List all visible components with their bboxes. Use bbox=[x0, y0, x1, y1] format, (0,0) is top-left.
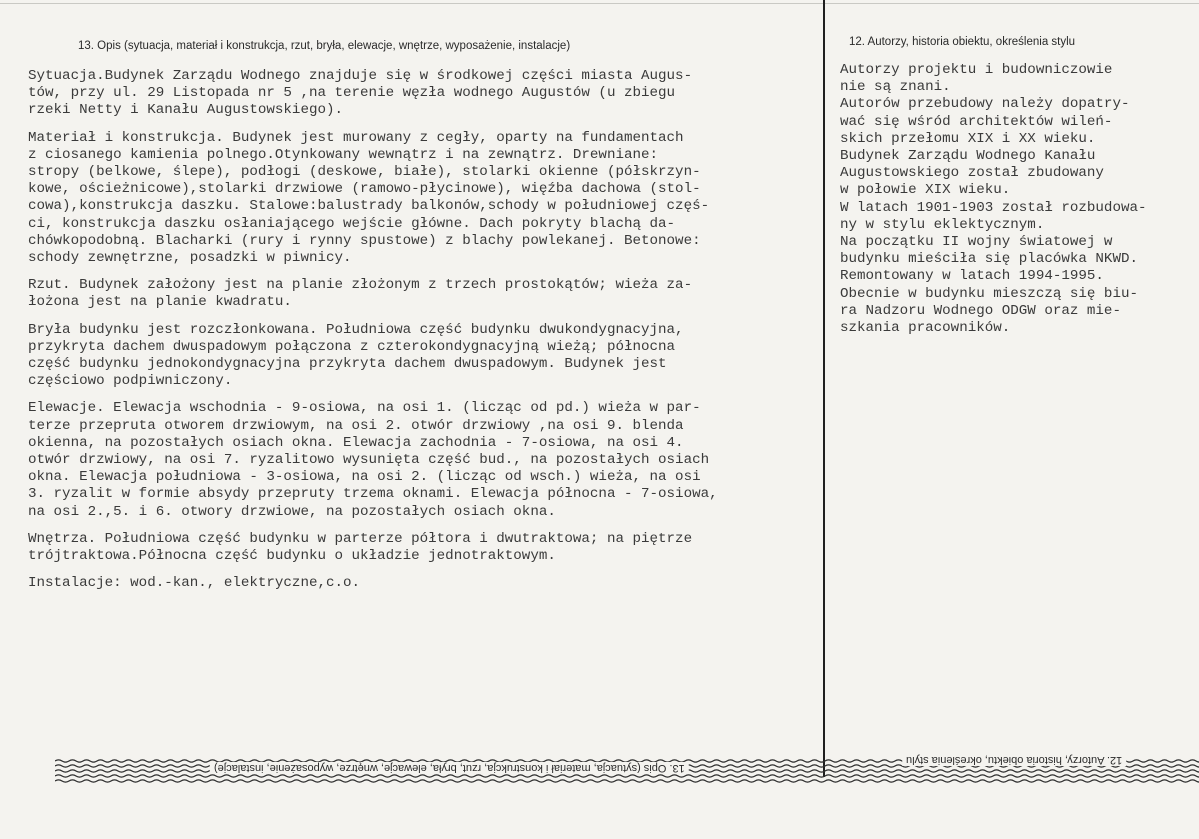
text-line: chówkopodobną. Blacharki (rury i rynny spustowe) z blachy powlekanej. Betonowe: bbox=[28, 232, 701, 249]
text-line: schody zewnętrzne, posadzki w piwnicy. bbox=[28, 250, 352, 267]
text-line: Autorów przebudowy należy dopatry- bbox=[840, 96, 1130, 113]
text-line: łożona jest na planie kwadratu. bbox=[28, 294, 292, 311]
paragraph-bryła bbox=[28, 322, 838, 391]
text-line: Obecnie w budynku mieszczą się biu- bbox=[840, 285, 1138, 302]
text-line: część budynku jednokondygnacyjna przykryta dachem dwuspadowym. Budynek jest bbox=[28, 356, 667, 373]
text-line: częściowo podpiwniczony. bbox=[28, 373, 233, 390]
text-line: Sytuacja.Budynek Zarządu Wodnego znajduje się w środkowej części miasta Augus- bbox=[28, 68, 693, 84]
text-line: rzeki Netty i Kanału Augustowskiego). bbox=[28, 102, 344, 119]
text-line: W latach 1901-1903 został rozbudowa- bbox=[840, 199, 1147, 216]
text-line: stropy (belkowe, ślepe), podłogi (deskowe, białe), stolarki okienne (półskrzyn- bbox=[28, 164, 701, 181]
text-line: cowa),konstrukcja daszku. Stalowe:balustrady balkonów,schody w południowej częś- bbox=[28, 198, 710, 215]
text-line: Remontowany w latach 1994-1995. bbox=[840, 268, 1104, 285]
text-line: nie są znani. bbox=[840, 79, 951, 96]
text-line: tów, przy ul. 29 Listopada nr 5 ,na terenie węzła wodnego Augustów (u zbiegu bbox=[28, 85, 676, 102]
text-line: Na początku II wojny światowej w bbox=[840, 234, 1113, 251]
text-line: terze przepruta otworem drzwiowym, na osi 2. otwór drzwiowy ,na osi 9. blenda bbox=[28, 417, 684, 434]
paragraph-sytuacja bbox=[28, 68, 838, 120]
text-line: Elewacje. Elewacja wschodnia - 9-osiowa, na osi 1. (licząc od pd.) wieża w par- bbox=[28, 400, 701, 417]
text-line: ny w stylu eklektycznym. bbox=[840, 216, 1045, 233]
text-line: skich przełomu XIX i XX wieku. bbox=[840, 130, 1096, 147]
authors-history-column bbox=[840, 62, 1195, 337]
mirrored-footer-right-text: 12. Autorzy, historia obiektu, określenia stylu bbox=[902, 754, 1126, 766]
paragraph-materiał-i-konstrukcja bbox=[28, 130, 838, 268]
text-line: wać się wśród architektów wileń- bbox=[840, 113, 1113, 130]
text-line: trójtraktowa.Północna część budynku o układzie jednotraktowym. bbox=[28, 548, 556, 565]
text-line: w połowie XIX wieku. bbox=[840, 182, 1011, 199]
text-line: Materiał i konstrukcja. Budynek jest murowany z cegły, oparty na fundamentach bbox=[28, 129, 684, 146]
wave-line bbox=[55, 775, 1199, 777]
paragraph-rzut bbox=[28, 277, 838, 311]
text-line: otwór drzwiowy, na osi 7. ryzalitowo wysunięta część bud., na pozostałych osiach bbox=[28, 452, 710, 469]
mirrored-footer-left-text: 13. Opis (sytuacja, materiał i konstrukcja, rzut, bryła, elewacje, wnętrze, wyposażenie, instalacje) bbox=[210, 762, 689, 774]
text-line: 3. ryzalit w formie absydy przepruty trzema oknami. Elewacja północna - 7-osiowa, bbox=[28, 486, 718, 503]
text-line: Wnętrza. Południowa część budynku w parterze półtora i dwutraktowa; na piętrze bbox=[28, 530, 693, 547]
text-line: na osi 2.,5. i 6. otwory drzwiowe, na pozostałych osiach okna. bbox=[28, 503, 556, 520]
text-line: Instalacje: wod.-kan., elektryczne,c.o. bbox=[28, 575, 361, 592]
description-column bbox=[28, 68, 838, 602]
top-edge-line bbox=[0, 3, 1199, 4]
wave-line bbox=[55, 780, 1199, 782]
text-line: Rzut. Budynek założony jest na planie złożonym z trzech prostokątów; wieża za- bbox=[28, 277, 693, 294]
text-line: Augustowskiego został zbudowany bbox=[840, 165, 1104, 182]
text-line: ra Nadzoru Wodnego ODGW oraz mie- bbox=[840, 302, 1121, 319]
text-line: ci, konstrukcja daszku osłaniającego wejście główne. Dach pokryty blachą da- bbox=[28, 215, 676, 232]
text-line: Autorzy projektu i budowniczowie bbox=[840, 62, 1113, 78]
text-line: przykryta dachem dwuspadowym połączona z czterokondygnacyjną wieżą; północna bbox=[28, 338, 676, 355]
text-line: kowe, ościeżnicowe),stolarki drzwiowe (ramowo-płycinowe), więźba dachowa (stol- bbox=[28, 181, 701, 198]
text-line: Budynek Zarządu Wodnego Kanału bbox=[840, 148, 1096, 165]
text-line: budynku mieściła się placówka NKWD. bbox=[840, 251, 1138, 268]
paragraph-instalacje bbox=[28, 575, 838, 592]
paragraph-wnętrza bbox=[28, 531, 838, 565]
text-line: z ciosanego kamienia polnego.Otynkowany wewnątrz i na zewnątrz. Drewniane: bbox=[28, 146, 659, 163]
text-line: szkania pracowników. bbox=[840, 320, 1011, 337]
paragraph-elewacje bbox=[28, 400, 838, 520]
text-line: okienna, na pozostałych osiach okna. Elewacja zachodnia - 7-osiowa, na osi 4. bbox=[28, 434, 684, 451]
section-13-header: 13. Opis (sytuacja, materiał i konstrukcja, rzut, bryła, elewacje, wnętrze, wyposażenie, instalacje) bbox=[78, 40, 571, 52]
text-line: okna. Elewacja południowa - 3-osiowa, na osi 2. (licząc od wsch.) wieża, na osi bbox=[28, 469, 701, 486]
text-line: Bryła budynku jest rozczłonkowana. Południowa część budynku dwukondygnacyjna, bbox=[28, 321, 684, 338]
section-12-header: 12. Autorzy, historia obiektu, określenia stylu bbox=[849, 36, 1076, 48]
